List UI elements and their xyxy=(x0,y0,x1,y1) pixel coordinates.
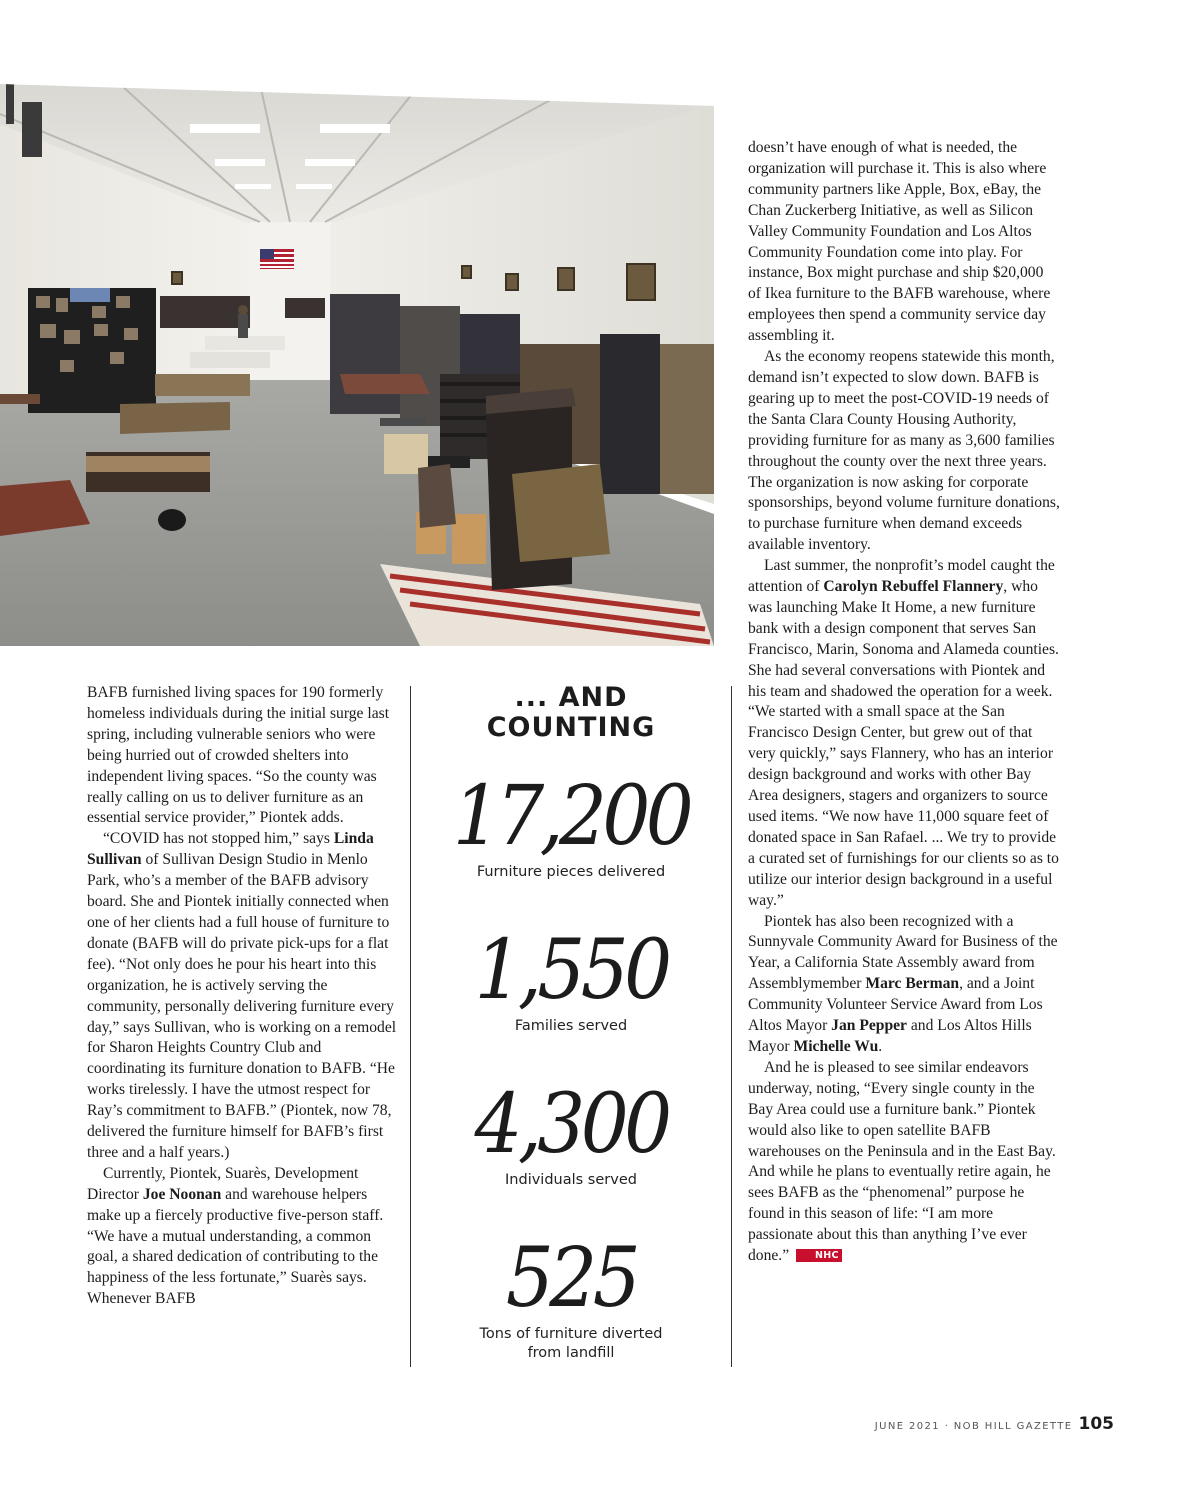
person-name: Carolyn Rebuffel Flannery xyxy=(823,578,1004,596)
stat-label: Families served xyxy=(514,1018,628,1034)
stat-value: 525 xyxy=(505,1231,637,1326)
person-name: Michelle Wu xyxy=(793,1037,879,1055)
person-name: Linda Sullivan xyxy=(87,830,374,869)
warehouse-photo xyxy=(0,84,714,646)
person-name: Joe Noonan xyxy=(142,1185,222,1203)
person-name: Jan Pepper xyxy=(831,1017,907,1035)
paragraph: BAFB furnished living spaces for 190 formerly homeless individuals during the initial surge last spring, including vulnerable seniors who were being hurried out of crowded shelters into independent living spaces. “So the county was really calling on us to deliver furniture as an essential service provider,” Piontek adds. xyxy=(87,684,390,827)
paragraph: doesn’t have enough of what is needed, the organization will purchase it. This is also where community partners like Apple, Box, eBay, the Chan Zuckerberg Initiative, as well as Silicon Valley Community Foundation and Los Altos Community Foundation come into play. For instance, Box might purchase and ship $20,000 of Ikea furniture to the BAFB warehouse, where employees then spend a community service day assembling it. xyxy=(748,139,1051,345)
paragraph: “COVID has not stopped him,” says Linda Sullivan of Sullivan Design Studio in Menlo Park, who’s a member of the BAFB advisory board. She and Piontek initially connected when one of her clients had a full house of furniture to donate (BAFB will do private pick-ups for a flat fee). “Not only does he pour his heart into this organization, he is actively serving the community, personally delivering furniture every day,” says Sullivan, who is working on a remodel for Sharon Heights Country Club and coordinating its furniture donation to BAFB. “He works tirelessly. I have the utmost respect for Ray’s commitment to BAFB.” (Piontek, now 78, delivered the furniture himself for BAFB’s first three and a half years.) xyxy=(87,830,397,1161)
stats-sidebar xyxy=(430,682,712,1361)
stat-label: Tons of furniture diverted from landfill xyxy=(479,1326,663,1361)
stat-individuals-served xyxy=(430,1077,712,1190)
paragraph: Piontek has also been recognized with a Sunnyvale Community Award for Business of the Year, a California State Assembly award from Assemblymember Marc Berman, and a Joint Community Volunteer Service Award from Los Altos Mayor Jan Pepper and Los Altos Hills Mayor Michelle Wu. xyxy=(748,912,1058,1055)
end-mark-logo: NHC xyxy=(796,1249,842,1262)
paragraph: And he is pleased to see similar endeavors underway, noting, “Every single county in the Bay Area could use a furniture bank.” Piontek would also like to open satellite BAFB warehouses on the Peninsula and in the East Bay. And while he plans to eventually retire again, he sees BAFB as the “phenomenal” purpose he found in this season of life: “I am more passionate about this than anything I’ve ever done.” NHC xyxy=(748,1058,1056,1265)
stat-furniture-pieces xyxy=(430,769,712,882)
stat-label: Furniture pieces delivered xyxy=(476,864,666,880)
folio: JUNE 2021 · NOB HILL GAZETTE xyxy=(874,1421,1073,1432)
paragraph: As the economy reopens statewide this month, demand isn’t expected to slow down. BAFB is gearing up to meet the post-COVID-19 needs of the Santa Clara County Housing Authority, providing furniture for as many as 3,600 families throughout the county over the next three years. The organization is now asking for corporate sponsorships, beyond volume furniture donations, to purchase furniture when demand exceeds available inventory. xyxy=(748,348,1060,554)
stat-tons-diverted xyxy=(430,1231,712,1363)
page-footer xyxy=(875,1414,1114,1434)
stat-label: Individuals served xyxy=(505,1172,637,1188)
stat-value: 17,200 xyxy=(452,769,690,864)
paragraph: Last summer, the nonprofit’s model caught the attention of Carolyn Rebuffel Flannery, who was launching Make It Home, a new furniture bank with a design component that serves San Francisco, Marin, Sonoma and Alameda counties. She had several conversations with Piontek and his team and shadowed the operation for a week. “We started with a small space at the San Francisco Design Center, but grew out of that very quickly,” says Flannery, who has an interior design background and works with other Bay Area designers, stagers and organizers to source used items. “We now have 11,000 square feet of donated space in San Rafael. ... We try to provide a curated set of furnishings for our clients so as to utilize our interior design background in a useful way.” xyxy=(748,557,1059,909)
article-column-left xyxy=(87,683,397,1310)
paragraph: Currently, Piontek, Suarès, Development Director Joe Noonan and warehouse helpers make up a fiercely productive five-person staff. “We have a mutual understanding, a common goal, a shared dedication of contributing to the happiness of the less fortunate,” Suarès says. Whenever BAFB xyxy=(87,1164,384,1308)
column-divider xyxy=(731,686,732,1367)
stat-value: 4,300 xyxy=(474,1077,668,1172)
person-name: Marc Berman xyxy=(865,975,960,993)
page-number: 105 xyxy=(1078,1414,1114,1434)
stat-value: 1,550 xyxy=(474,923,668,1018)
stat-families-served xyxy=(430,923,712,1036)
article-column-right xyxy=(748,138,1060,1267)
column-divider xyxy=(410,686,411,1367)
sidebar-heading: ... AND COUNTING xyxy=(486,682,656,743)
